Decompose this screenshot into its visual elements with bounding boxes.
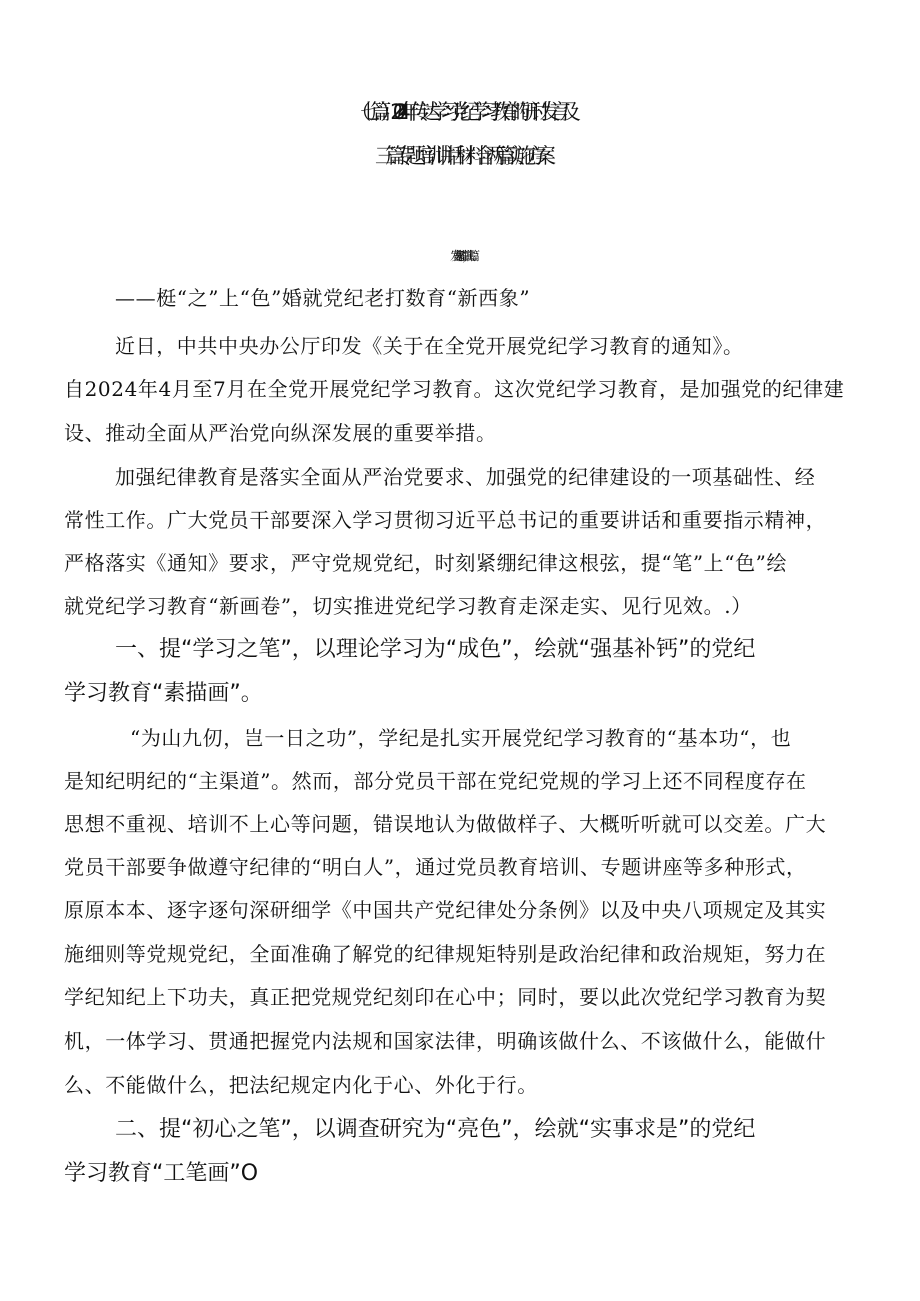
paragraph1-line3: 设、推动全面从严治党向纵深发展的重要举措。	[64, 421, 497, 445]
paragraph2-line2: 常性工作。广大党员干部要深入学习贯彻习近平总书记的重要讲话和重要指示精神，	[64, 508, 827, 532]
paragraph3-line8: 机，一体学习、贯通把握党内法规和国家法律，明确该做什么、不该做什么，能做什	[64, 1029, 827, 1053]
paragraph2-line3: 严格落实《通知》要求，严守党规党纪，时刻紧绷纪律这根弦，提“笔”上“色”绘	[64, 551, 788, 575]
paragraph2-line1: 加强纪律教育是落实全面从严治党要求、加强党的纪律建设的一项基础性、经	[115, 465, 816, 489]
document-title-line1: （七篇）2024年传达学习党纪学习教育的研讨发言及	[350, 100, 570, 124]
heading2-line2: 学习教育“工笔画”O	[64, 1161, 259, 1186]
paragraph3-line1: “为山九仞，岂一日之功”，学纪是扎实开展党纪学习教育的“基本功“，也	[130, 726, 792, 750]
paragraph3-line4: 党员干部要争做遵守纪律的“明白人”，通过党员教育培训、专题讲座等多种形式，	[64, 855, 807, 879]
subheading: ——梃“之”上“色”婚就党纪老打数育“新西象”	[115, 286, 531, 310]
heading1-line2: 学习教育“素描画”。	[64, 681, 263, 706]
paragraph1-line2: 自2024年4月至7月在全党开展党纪学习教育。这次党纪学习教育，是加强党的纪律建	[64, 377, 845, 401]
paragraph1-line1: 近日，中共中央办公厅印发《关于在全党开展党纪学习教育的通知》。	[115, 334, 744, 358]
document-title-line2: 三篇专题培训讲话材料含两篇实施方案	[375, 144, 545, 168]
heading2-line1: 二、提“初心之笔”，以调查研究为“亮色”，绘就“实事求是”的党纪	[115, 1117, 756, 1142]
paragraph3-line5: 原原本本、逐字逐句深研细学《中国共产党纪律处分条例》以及中央八项规定及其实	[64, 898, 827, 922]
section-title: 发言材料篇一，共七篇	[449, 249, 470, 263]
heading1-line1: 一、提“学习之笔”，以理论学习为“成色”，绘就“强基补钙”的党纪	[115, 637, 756, 662]
paragraph3-line6: 施细则等党规党纪，全面准确了解党的纪律规矩特别是政治纪律和政治规矩，努力在	[64, 942, 827, 966]
paragraph3-line9: 么、不能做什么，把法纪规定内化于心、外化于行。	[64, 1073, 538, 1097]
paragraph2-line4: 就党纪学习教育“新画卷”，切实推进党纪学习教育走深走实、见行见效。.）	[64, 594, 752, 618]
paragraph3-line7: 学纪知纪上下功夫，真正把党规党纪刻印在心中；同时，要以此次党纪学习教育为契	[64, 985, 827, 1009]
paragraph3-line2: 是知纪明纪的“主渠道”。然而，部分党员干部在党纪党规的学习上还不同程度存在	[64, 769, 807, 793]
paragraph3-line3: 思想不重视、培训不上心等问题，错误地认为做做样子、大概听听就可以交差。广大	[64, 812, 827, 836]
